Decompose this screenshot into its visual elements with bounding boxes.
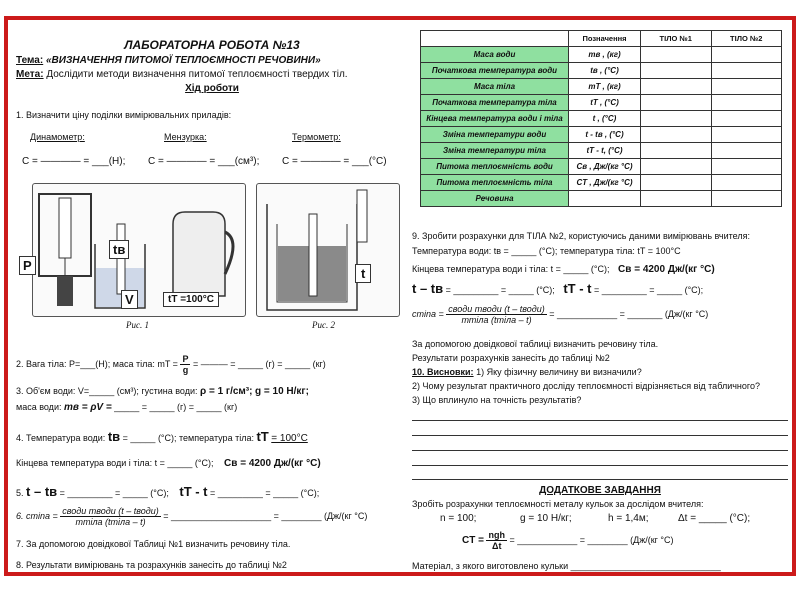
body-1-cell[interactable]: [641, 127, 712, 143]
row-symbol: t - tв , (°C): [569, 127, 641, 143]
water-temp-label: tв: [109, 240, 129, 259]
row-symbol: tв , (°C): [569, 63, 641, 79]
step-3-mass: [16, 402, 237, 413]
extra-n: n = 100;: [440, 513, 477, 524]
question-3: 3) Що вплинуло на точність результатів?: [412, 395, 582, 405]
answer-line: [412, 465, 788, 466]
body-1-cell[interactable]: [641, 63, 712, 79]
row-symbol: mT , (кг): [569, 79, 641, 95]
price-division-men: C = ———— = ___(см³);: [148, 156, 260, 167]
ct-tail: = ____________ = ________ (Дж/(кг °C): [509, 534, 674, 545]
step-4-mid: = _____ (°C); температура тіла:: [122, 433, 254, 443]
table-row: [421, 111, 782, 127]
row-label: Питома теплоємність води: [421, 159, 569, 175]
table-row: [421, 143, 782, 159]
row-symbol: tT , (°C): [569, 95, 641, 111]
price-division-dyn: C = ———— = ___(Н);: [22, 156, 126, 167]
temp-diff-line: [412, 281, 703, 296]
figure-2-caption: Рис. 2: [312, 320, 335, 330]
question-2: 2) Чому результат практичного досліду теплоємності відрізняється від табличного?: [412, 381, 760, 391]
step-6: [16, 506, 367, 527]
water-heat-capacity: Cв = 4200 Дж/(кг °C): [618, 264, 715, 275]
dynamometer-icon: [59, 198, 71, 258]
final-temp-line: [412, 264, 715, 275]
body-1-cell[interactable]: [641, 191, 712, 207]
step-5-num: 5.: [16, 488, 24, 498]
step-5: [16, 484, 319, 499]
aim-text: Дослідити методи визначення питомої теплоємності твердих тіл.: [46, 69, 348, 80]
aim-line: [16, 69, 348, 80]
row-symbol: [569, 191, 641, 207]
final-temp-line: [16, 458, 321, 469]
body-1-cell[interactable]: [641, 111, 712, 127]
table-header-row: [421, 31, 782, 47]
body-2-cell[interactable]: [711, 143, 782, 159]
step-5-tail-2: = _________ = _____ (°C);: [210, 488, 320, 498]
right-page: [412, 24, 788, 572]
row-label: Початкова температура тіла: [421, 95, 569, 111]
instrument-thermometer: Термометр:: [292, 132, 341, 142]
row-label: Зміна температури тіла: [421, 143, 569, 159]
row-symbol: mв , (кг): [569, 47, 641, 63]
table-header-cell: ТІЛО №2: [711, 31, 782, 47]
table-header-cell: [421, 31, 569, 47]
table-row: [421, 47, 782, 63]
body-temp-diff: tT - t: [179, 484, 208, 499]
extra-task-title: ДОДАТКОВЕ ЗАВДАННЯ: [539, 485, 661, 496]
conclusions-line: [412, 367, 642, 377]
body-2-cell[interactable]: [711, 159, 782, 175]
body-2-cell[interactable]: [711, 191, 782, 207]
body-temp-symbol: tT: [256, 429, 269, 444]
step-5-tail-1: = _________ = _____ (°C);: [59, 488, 169, 498]
final-temp-text: Кінцева температура води і тіла: t = _____ (°C);: [412, 264, 610, 274]
row-label: Питома теплоємність тіла: [421, 175, 569, 191]
heat-capacity-fraction: $\frac{\text{cводи mводи (t – tводи)}}{\text{mтіла (tтіла – t)}}$: [62, 506, 159, 527]
weight-label: P: [19, 256, 36, 275]
body-2-cell[interactable]: [711, 47, 782, 63]
body-1-cell[interactable]: [641, 175, 712, 191]
table-row: [421, 95, 782, 111]
worksheet-frame: [4, 16, 796, 576]
extra-h: h = 1,4м;: [608, 513, 649, 524]
body-2-cell[interactable]: [711, 175, 782, 191]
instrument-dynamometer: Динамометр:: [30, 132, 85, 142]
table-row: [421, 191, 782, 207]
extra-formula: [462, 530, 674, 551]
kettle-icon: [173, 212, 225, 296]
thermometer-icon: [117, 224, 125, 294]
table-row: [421, 127, 782, 143]
water-temp-diff-tail: = _________ = _____ (°C);: [445, 285, 555, 295]
figure-2-drawing: [257, 184, 401, 318]
ref-table-line: За допомогою довідкової таблиці визначить речовину тіла.: [412, 339, 659, 349]
workflow-heading: Хід роботи: [185, 83, 239, 94]
thermometer-icon: [309, 214, 317, 296]
step-8: 8. Результати вимірювань та розрахунків занесіть до таблиці №2: [16, 560, 287, 570]
gravity-const: g = 10 Н/кг;: [255, 386, 309, 397]
step-9: 9. Зробити розрахунки для ТІЛА №2, користуючись даними вимірювань вчителя:: [412, 231, 750, 241]
step-2-tail: = ——— = _____ (г) = _____ (кг): [192, 358, 326, 369]
water-temp-diff: t – tв: [412, 281, 444, 296]
heat-capacity-tail: = ____________ = _______ (Дж/(кг °C): [549, 308, 709, 319]
step-4: [16, 429, 308, 444]
weight-body-icon: [57, 276, 73, 306]
row-label: Початкова температура води: [421, 63, 569, 79]
topic-label: Тема:: [16, 55, 44, 66]
results-table: [420, 30, 782, 207]
table-row: [421, 175, 782, 191]
row-label: Зміна температури води: [421, 127, 569, 143]
question-1: 1) Яку фізичну величину ви визначили?: [476, 367, 642, 377]
row-label: Маса води: [421, 47, 569, 63]
body-1-cell[interactable]: [641, 95, 712, 111]
body-2-cell[interactable]: [711, 127, 782, 143]
heat-capacity-fraction: $\frac{\text{cводи mводи (t – tводи)}}{\text{mтіла (tтіла – t)}}$: [448, 304, 545, 325]
topic-text: «ВИЗНАЧЕННЯ ПИТОМОЇ ТЕПЛОЄМНОСТІ РЕЧОВИНИ»: [45, 55, 321, 66]
water-mass-label: маса води:: [16, 402, 62, 412]
row-label: Кінцева температура води і тіла: [421, 111, 569, 127]
ct-fraction: $\frac{\text{ngh}}{\Delta t}$: [488, 530, 505, 551]
body-temp-value: = 100°C: [271, 433, 308, 444]
heat-capacity-line: [412, 304, 708, 325]
body-1-cell[interactable]: [641, 79, 712, 95]
step-6-tail: = ____________________ = ________ (Дж/(кг °C): [163, 510, 368, 521]
row-label: Речовина: [421, 191, 569, 207]
step-6-label: 6. cmina =: [16, 510, 58, 521]
heat-capacity-label: cmina =: [412, 308, 444, 319]
table-row: [421, 63, 782, 79]
answer-line: [412, 450, 788, 451]
figure-2: [256, 183, 400, 317]
body-1-cell[interactable]: [641, 159, 712, 175]
body-temp-diff-tail: = _________ = _____ (°C);: [594, 285, 704, 295]
body-1-cell[interactable]: [641, 47, 712, 63]
answer-line: [412, 435, 788, 436]
left-page: [16, 24, 408, 572]
row-symbol: tT - t, (°C): [569, 143, 641, 159]
ct-label: CT =: [462, 534, 484, 546]
mass-fraction: $\frac{P}{g}$: [182, 354, 189, 375]
results-line: Результати розрахунків занесіть до таблиці №2: [412, 353, 610, 363]
body-temp-diff: tT - t: [563, 281, 592, 296]
extra-g: g = 10 Н/кг;: [520, 513, 572, 524]
table-header-cell: Позначення: [569, 31, 641, 47]
step-3-text: 3. Об'єм води: V=_____ (см³); густина води:: [16, 386, 198, 396]
table-header-cell: ТІЛО №1: [641, 31, 712, 47]
body-2-cell[interactable]: [711, 111, 782, 127]
water-temp-symbol: tв: [107, 429, 121, 444]
water-heat-capacity: Cв = 4200 Дж/(кг °C): [224, 458, 321, 469]
step-2-text: 2. Вага тіла: P=___(Н); маса тіла: mT =: [16, 358, 178, 369]
extra-task-desc: Зробіть розрахунки теплоємності металу кульок за дослідом вчителя:: [412, 499, 704, 509]
body-2-cell[interactable]: [711, 95, 782, 111]
water-temp-line: Температура води: tв = _____ (°C); температура тіла: tT = 100°C: [412, 246, 681, 256]
row-symbol: t , (°C): [569, 111, 641, 127]
water-density: ρ = 1 г/см³;: [199, 386, 253, 397]
step-7: 7. За допомогою довідкової Таблиці №1 визначить речовину тіла.: [16, 539, 291, 549]
volume-label: V: [121, 290, 138, 309]
table-row: [421, 79, 782, 95]
final-temp-text: Кінцева температура води і тіла: t = _____ (°C);: [16, 458, 214, 468]
answer-line: [412, 479, 788, 480]
instrument-beaker: Мензурка:: [164, 132, 207, 142]
extra-dt: Δt = _____ (°C);: [678, 513, 751, 524]
body-2-cell[interactable]: [711, 63, 782, 79]
table-row: [421, 159, 782, 175]
aim-label: Мета:: [16, 69, 44, 80]
row-symbol: Cв , Дж/(кг °C): [569, 159, 641, 175]
body-temp-label: tT =100°C: [163, 292, 219, 307]
water-mass-formula: mв = ρV =: [63, 402, 112, 413]
worksheet-title: ЛАБОРАТОРНА РОБОТА №13: [124, 38, 300, 52]
step-2: [16, 354, 326, 375]
figure-1: [23, 183, 246, 317]
step-1: 1. Визначити ціну поділки вимірювальних приладів:: [16, 110, 232, 120]
topic-line: [16, 55, 321, 66]
step-3: [16, 386, 309, 397]
conclusions-label: 10. Висновки:: [412, 367, 474, 377]
material-line: Матеріал, з якого виготовлено кульки ______________________________: [412, 561, 721, 571]
body-2-cell[interactable]: [711, 79, 782, 95]
body-1-cell[interactable]: [641, 143, 712, 159]
row-label: Маса тіла: [421, 79, 569, 95]
final-temp-label: t: [355, 264, 371, 283]
water-mass-blanks: _____ = _____ (г) = _____ (кг): [114, 402, 238, 412]
step-4-text: 4. Температура води:: [16, 433, 106, 443]
row-symbol: CT , Дж/(кг °C): [569, 175, 641, 191]
figure-1-caption: Рис. 1: [126, 320, 149, 330]
answer-line: [412, 420, 788, 421]
water-temp-diff: t – tв: [26, 484, 58, 499]
price-division-ther: C = ———— = ___(°C): [282, 156, 387, 167]
